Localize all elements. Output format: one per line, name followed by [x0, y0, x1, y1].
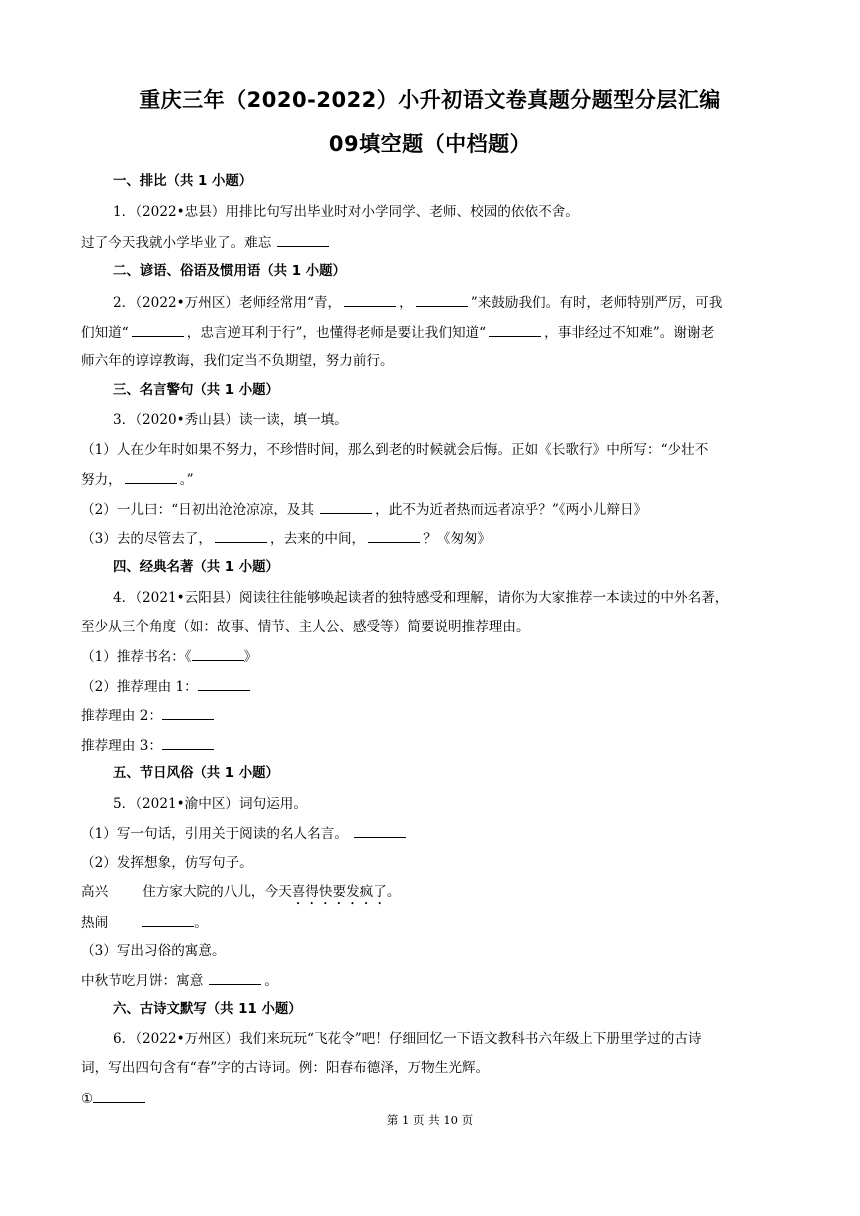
answer-blank[interactable] — [93, 1088, 145, 1103]
question-6-answer1: ① — [81, 1088, 781, 1109]
answer-blank[interactable] — [320, 499, 372, 514]
question-4-line1: 4．（2021•云阳县）阅读往往能够唤起读者的独特感受和理解，请你为大家推荐一本读过的中外名著， — [113, 590, 729, 606]
answer-blank[interactable] — [344, 292, 396, 307]
answer-blank[interactable] — [368, 528, 420, 543]
question-6-line1: 6．（2022•万州区）我们来玩玩“飞花令”吧！仔细回忆一下语文教科书六年级上下册里学过的古诗 — [113, 1031, 702, 1047]
answer-blank[interactable] — [142, 912, 194, 927]
question-4-reason3: 推荐理由 3： — [81, 735, 781, 756]
section-heading-4: 四、经典名著（共 1 小题） — [113, 560, 279, 575]
question-5-mooncake: 中秋节吃月饼：寓意 。 — [81, 970, 781, 991]
question-3-text: 3．（2020•秀山县）读一读，填一填。 — [113, 412, 348, 428]
question-3-part2: （2）一儿曰：“日初出沧沧凉凉，及其 ，此不为近者热而远者凉乎？”《两小儿辩日》 — [81, 499, 781, 520]
answer-blank[interactable] — [215, 528, 267, 543]
answer-blank[interactable] — [416, 292, 468, 307]
answer-blank[interactable] — [162, 735, 214, 750]
question-5-imitation: 热闹 。 — [81, 912, 781, 933]
answer-blank[interactable] — [277, 232, 329, 247]
document-title-line2: 09填空题（中档题） — [328, 132, 532, 156]
answer-blank[interactable] — [489, 322, 541, 337]
emphasized-phrase: 喜得快要发疯了 — [291, 884, 387, 900]
page-footer: 第 1 页 共 10 页 — [386, 1113, 474, 1127]
document-title-line1: 重庆三年（2020-2022）小升初语文卷真题分题型分层汇编 — [139, 88, 721, 112]
section-heading-3: 三、名言警句（共 1 小题） — [113, 383, 279, 398]
question-2-line3: 师六年的谆谆教诲，我们定当不负期望，努力前行。 — [81, 353, 394, 369]
answer-blank[interactable] — [125, 469, 177, 484]
question-3-part1-line2: 努力， 。” — [81, 469, 781, 490]
answer-blank[interactable] — [354, 823, 406, 838]
question-4-reason1: （2）推荐理由 1： — [81, 676, 781, 697]
question-1-prompt: 过了今天我就小学毕业了。难忘 — [81, 232, 781, 253]
question-4-line2: 至少从三个角度（如：故事、情节、主人公、感受等）简要说明推荐理由。 — [81, 619, 530, 635]
question-4-book-name: （1）推荐书名：《 》 — [81, 646, 781, 667]
question-5-part1: （1）写一句话，引用关于阅读的名人名言。 — [81, 823, 781, 844]
question-5-text: 5．（2021•渝中区）词句运用。 — [113, 796, 307, 812]
question-5-example: 高兴 住方家大院的八儿，今天喜得快要发疯了。 — [81, 884, 401, 900]
answer-blank[interactable] — [162, 705, 214, 720]
answer-blank[interactable] — [132, 322, 184, 337]
question-6-line2: 词，写出四句含有“春”字的古诗词。例：阳春布德泽，万物生光辉。 — [81, 1060, 490, 1076]
question-2-line2: 们知道“ ，忠言逆耳利于行”，也懂得老师是要让我们知道“ ，事非经过不知难”。谢谢老 — [81, 322, 781, 343]
section-heading-1: 一、排比（共 1 小题） — [113, 174, 253, 189]
question-4-reason2: 推荐理由 2： — [81, 705, 781, 726]
section-heading-5: 五、节日风俗（共 1 小题） — [113, 766, 279, 781]
question-3-part1-line1: （1）人在少年时如果不努力，不珍惜时间，那么到老的时候就会后悔。正如《长歌行》中所写：“少壮不 — [81, 442, 709, 458]
question-5-part3: （3）写出习俗的寓意。 — [81, 943, 226, 959]
question-2-line1: 2．（2022•万州区）老师经常用“青， ， ”来鼓励我们。有时，老师特别严厉，可我 — [113, 292, 813, 313]
answer-blank[interactable] — [198, 676, 250, 691]
section-heading-2: 二、谚语、俗语及惯用语（共 1 小题） — [113, 264, 346, 279]
question-5-part2: （2）发挥想象，仿写句子。 — [81, 855, 253, 871]
question-1-text: 1．（2022•忠县）用排比句写出毕业时对小学同学、老师、校园的依依不舍。 — [113, 204, 579, 220]
answer-blank[interactable] — [192, 646, 244, 661]
answer-blank[interactable] — [209, 970, 261, 985]
question-3-part3: （3）去的尽管去了， ，去来的中间， ？《匆匆》 — [81, 528, 781, 549]
section-heading-6: 六、古诗文默写（共 11 小题） — [113, 1002, 302, 1017]
